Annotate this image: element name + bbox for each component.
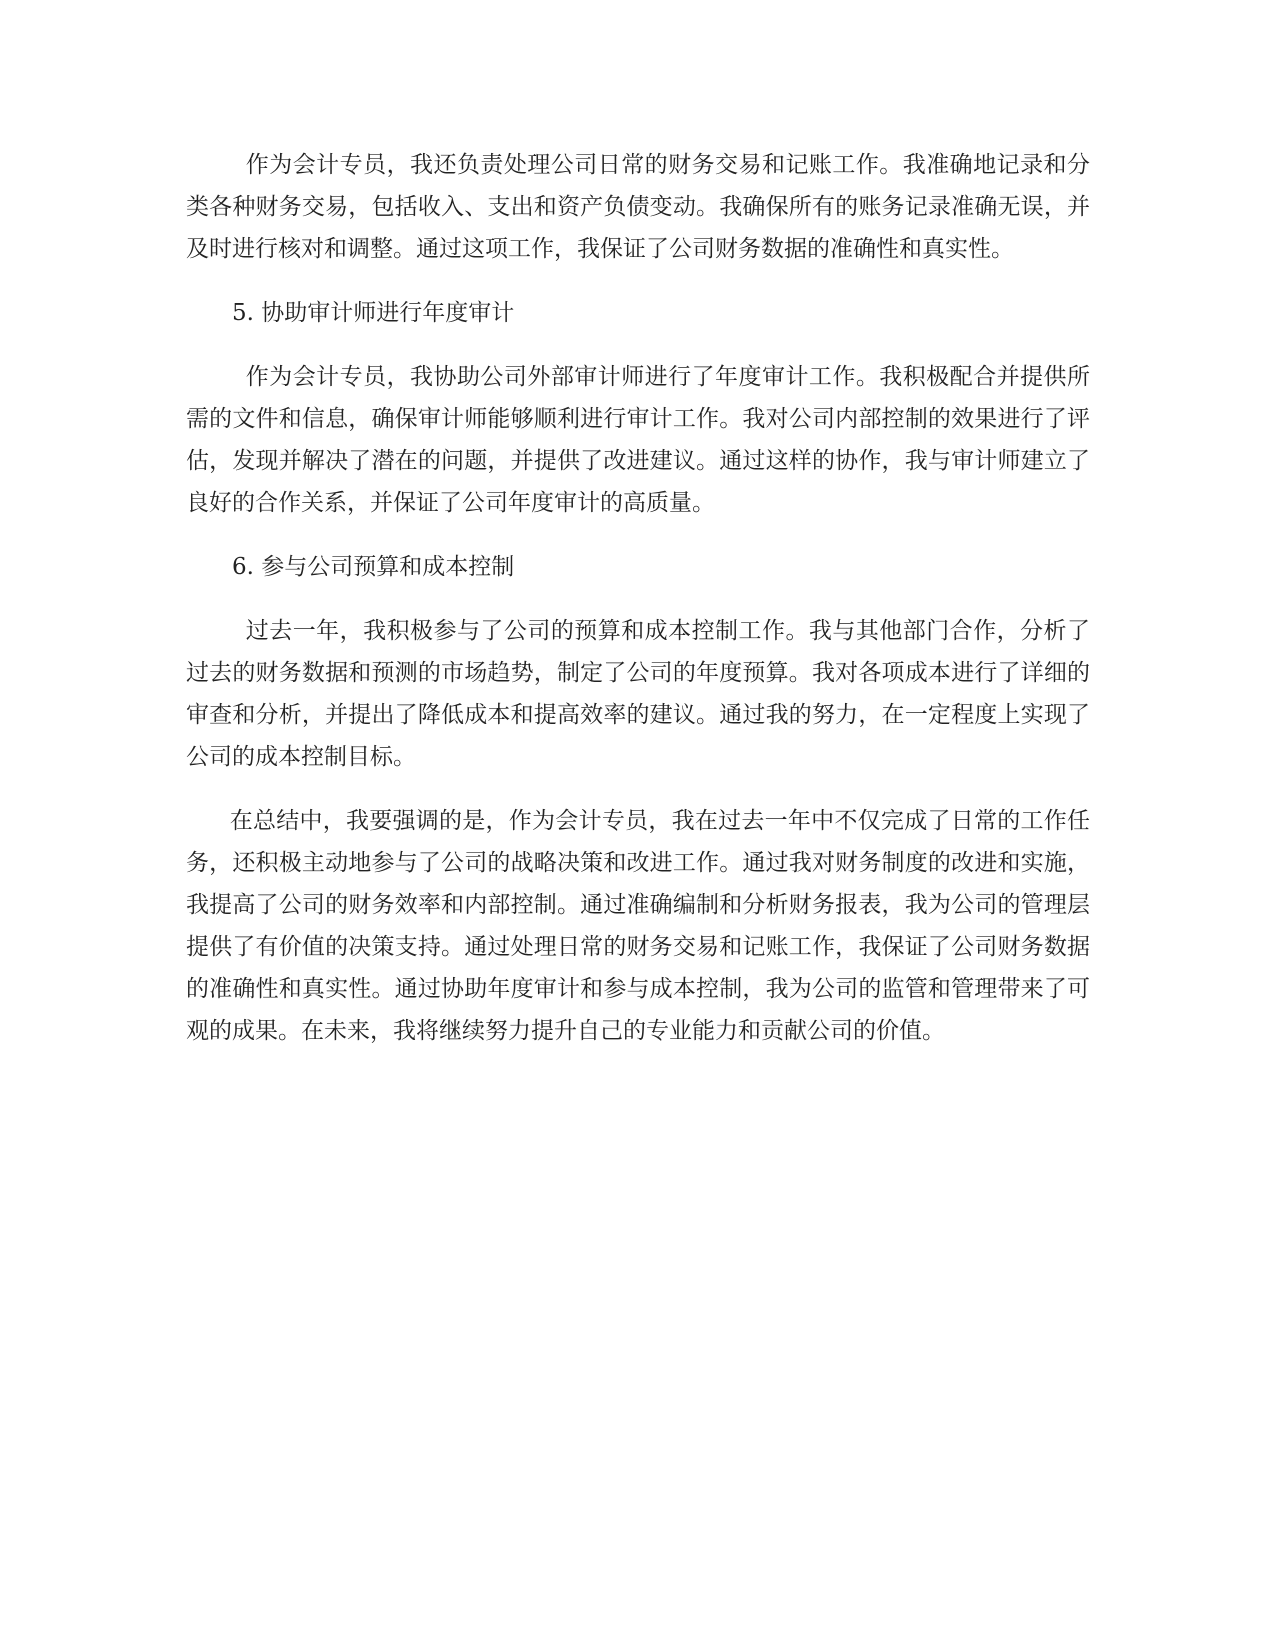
section-heading-6: 6. 参与公司预算和成本控制 xyxy=(232,554,515,580)
paragraph-summary: 在总结中，我要强调的是，作为会计专员，我在过去一年中不仅完成了日常的工作任务，还积极主动地参与了公司的战略决策和改进工作。通过我对财务制度的改进和实施，我提高了公司的财务效率和内部控制。通过准确编制和分析财务报表，我为公司的管理层提供了有价值的决策支持。通过处理日常的财务交易和记账工作，我保证了公司财务数据的准确性和真实性。通过协助年度审计和参与成本控制，我为公司的监管和管理带来了可观的成果。在未来，我将继续努力提升自己的专业能力和贡献公司的价值。 xyxy=(186,808,1090,1044)
paragraph-budget: 过去一年，我积极参与了公司的预算和成本控制工作。我与其他部门合作，分析了过去的财务数据和预测的市场趋势，制定了公司的年度预算。我对各项成本进行了详细的审查和分析，并提出了降低成本和提高效率的建议。通过我的努力，在一定程度上实现了公司的成本控制目标。 xyxy=(186,618,1090,770)
section-heading-5: 5. 协助审计师进行年度审计 xyxy=(232,300,515,326)
document-body xyxy=(186,144,1090,1074)
paragraph-audit: 作为会计专员，我协助公司外部审计师进行了年度审计工作。我积极配合并提供所需的文件和信息，确保审计师能够顺利进行审计工作。我对公司内部控制的效果进行了评估，发现并解决了潜在的问题，并提供了改进建议。通过这样的协作，我与审计师建立了良好的合作关系，并保证了公司年度审计的高质量。 xyxy=(186,364,1090,516)
paragraph-bookkeeping: 作为会计专员，我还负责处理公司日常的财务交易和记账工作。我准确地记录和分类各种财务交易，包括收入、支出和资产负债变动。我确保所有的账务记录准确无误，并及时进行核对和调整。通过这项工作，我保证了公司财务数据的准确性和真实性。 xyxy=(186,152,1090,262)
